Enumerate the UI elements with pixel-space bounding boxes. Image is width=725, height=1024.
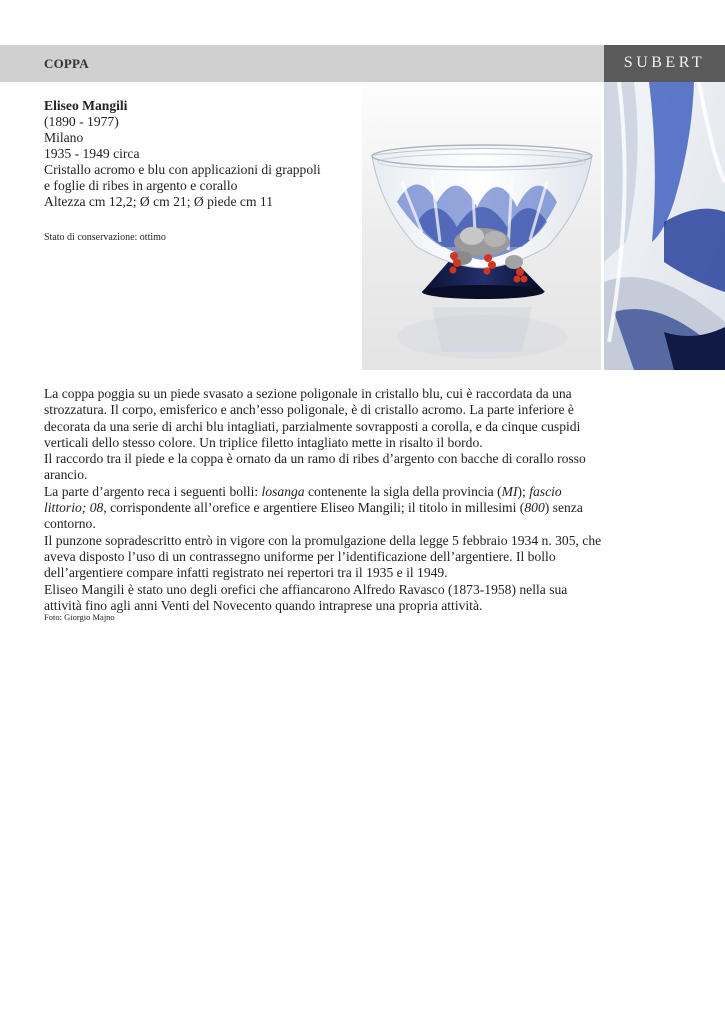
description-text: [44, 386, 606, 614]
italic-run: 800: [524, 500, 545, 516]
artwork-material-cont: e foglie di ribes in argento e corallo: [44, 178, 238, 193]
bowl-photo: [362, 82, 601, 370]
brand-logo: [604, 45, 725, 82]
artwork-dimensions: Altezza cm 12,2; Ø cm 21; Ø piede cm 11: [44, 194, 274, 209]
text-run: , corrispondente all’orefice e argentiere Eliseo Mangili; il titolo in millesimi (: [103, 500, 525, 516]
bowl-detail-photo: [604, 82, 725, 370]
description-paragraph: Eliseo Mangili è stato uno degli orefici che affiancarono Alfredo Ravasco (1873-1958) nella sua attività fino agli anni Venti del Novecento quando intraprese una propria attività.: [44, 581, 568, 613]
artist-dates: (1890 - 1977): [44, 114, 119, 129]
artist-city: Milano: [44, 130, 84, 145]
artist-name: Eliseo Mangili: [44, 98, 128, 113]
photo-credit: Foto: Giorgio Majno: [44, 612, 115, 622]
description-paragraph: Il punzone sopradescritto entrò in vigore con la promulgazione della legge 5 febbraio 1934 n. 305, che aveva disposto l’uso di un contrassegno uniforme per l’identificazione dell’argentiere. Il bollo dell’argentiere compare infatti registrato nei repertori tra il 1935 e il 1949.: [44, 532, 602, 581]
page-title: COPPA: [44, 56, 89, 71]
artwork-details: [44, 98, 354, 210]
italic-run: MI: [501, 483, 518, 499]
text-run: La parte d’argento reca i seguenti bolli:: [44, 483, 262, 499]
brand-name: SUBERT: [623, 54, 706, 71]
text-run: );: [517, 483, 530, 499]
description-paragraph: Il raccordo tra il piede e la coppa è ornato da un ramo di ribes d’argento con bacche di corallo rosso arancio.: [44, 451, 586, 483]
header-bar: [0, 45, 725, 82]
italic-run: losanga: [261, 483, 305, 499]
italic-run: fascio littorio; 08: [44, 483, 562, 516]
description-paragraph-marks: [44, 484, 606, 533]
artwork-period: 1935 - 1949 circa: [44, 146, 140, 161]
description-paragraph: La coppa poggia su un piede svasato a sezione poligonale in cristallo blu, cui è raccordata da una strozzatura. Il corpo, emisferico e anch’esso poligonale, è di cristallo acromo. La parte inferiore è decorata da una serie di archi blu intagliati, parzialmente sovrapposti a corolla, e da cinque cuspidi verticali dello stesso colore. Un triplice filetto intagliato mette in risalto il bordo.: [44, 386, 581, 450]
text-run: ) senza contorno.: [44, 500, 583, 532]
condition-note: Stato di conservazione: ottimo: [44, 232, 166, 243]
artwork-material: Cristallo acromo e blu con applicazioni di grappoli: [44, 162, 321, 177]
text-run: contenente la sigla della provincia (: [304, 483, 502, 499]
